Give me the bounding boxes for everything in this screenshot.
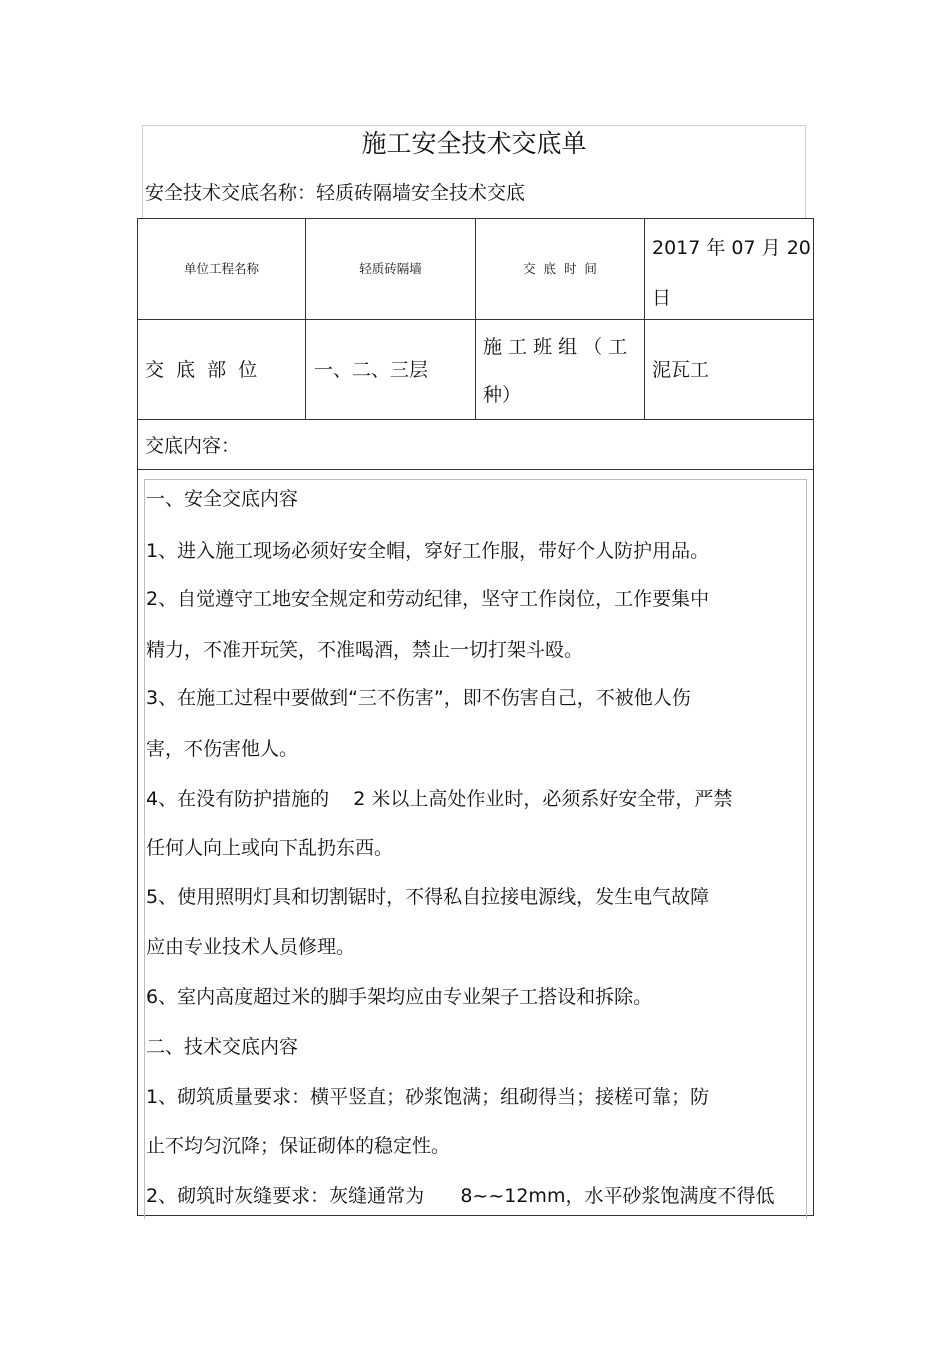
content-line: 6、室内高度超过米的脚手架均应由专业架子工搭设和拆除。 — [146, 986, 653, 1008]
position-value: 一、二、三层 — [314, 359, 429, 381]
content-line: 害，不伤害他人。 — [146, 738, 299, 760]
col-divider — [644, 219, 645, 419]
content-line: 1、进入施工现场必须好安全帽，穿好工作服，带好个人防护用品。 — [146, 540, 710, 562]
content-line: 5、使用照明灯具和切割锯时，不得私自拉接电源线，发生电气故障 — [146, 886, 710, 908]
content-line: 精力，不准开玩笑，不准喝酒，禁止一切打架斗殴。 — [146, 639, 584, 661]
team-label-line1: 施 工 班 组 （ 工 — [483, 336, 628, 358]
row-divider — [138, 419, 813, 420]
content-line: 1、砌筑质量要求：横平竖直；砂浆饱满；组砌得当；接槎可靠；防 — [146, 1086, 710, 1108]
content-line: 任何人向上或向下乱扔东西。 — [146, 837, 394, 859]
document-title: 施工安全技术交底单 — [361, 129, 587, 158]
team-value: 泥瓦工 — [652, 359, 710, 381]
row-divider — [138, 469, 813, 470]
content-line: 2、砌筑时灰缝要求：灰缝通常为 8~~12mm，水平砂浆饱满度不得低 — [146, 1185, 775, 1207]
project-label: 单位工程名称 — [183, 261, 259, 276]
content-line: 止不均匀沉降；保证砌体的稳定性。 — [146, 1135, 451, 1157]
time-value-line1: 2017 年 07 月 20 — [652, 237, 811, 259]
team-label-line2: 种） — [483, 384, 522, 406]
time-value-line2: 日 — [652, 287, 672, 309]
content-line: 应由专业技术人员修理。 — [146, 936, 356, 958]
document-header — [142, 125, 806, 218]
time-label: 交 底 时 间 — [523, 261, 597, 276]
content-line: 3、在施工过程中要做到“三不伤害”，即不伤害自己，不被他人伤 — [146, 687, 691, 709]
content-line: 二、技术交底内容 — [146, 1036, 299, 1058]
content-box — [144, 479, 807, 1219]
disclosure-name: 安全技术交底名称：轻质砖隔墙安全技术交底 — [145, 182, 526, 204]
content-label: 交底内容： — [145, 435, 241, 457]
content-line: 4、在没有防护措施的 2 米以上高处作业时，必须系好安全带，严禁 — [146, 788, 733, 810]
content-line: 2、自觉遵守工地安全规定和劳动纪律，坚守工作岗位，工作要集中 — [146, 588, 710, 610]
project-value: 轻质砖隔墙 — [359, 261, 422, 276]
disclosure-table — [137, 218, 814, 1216]
position-label: 交 底 部 位 — [145, 359, 258, 381]
content-line: 一、安全交底内容 — [146, 488, 299, 510]
